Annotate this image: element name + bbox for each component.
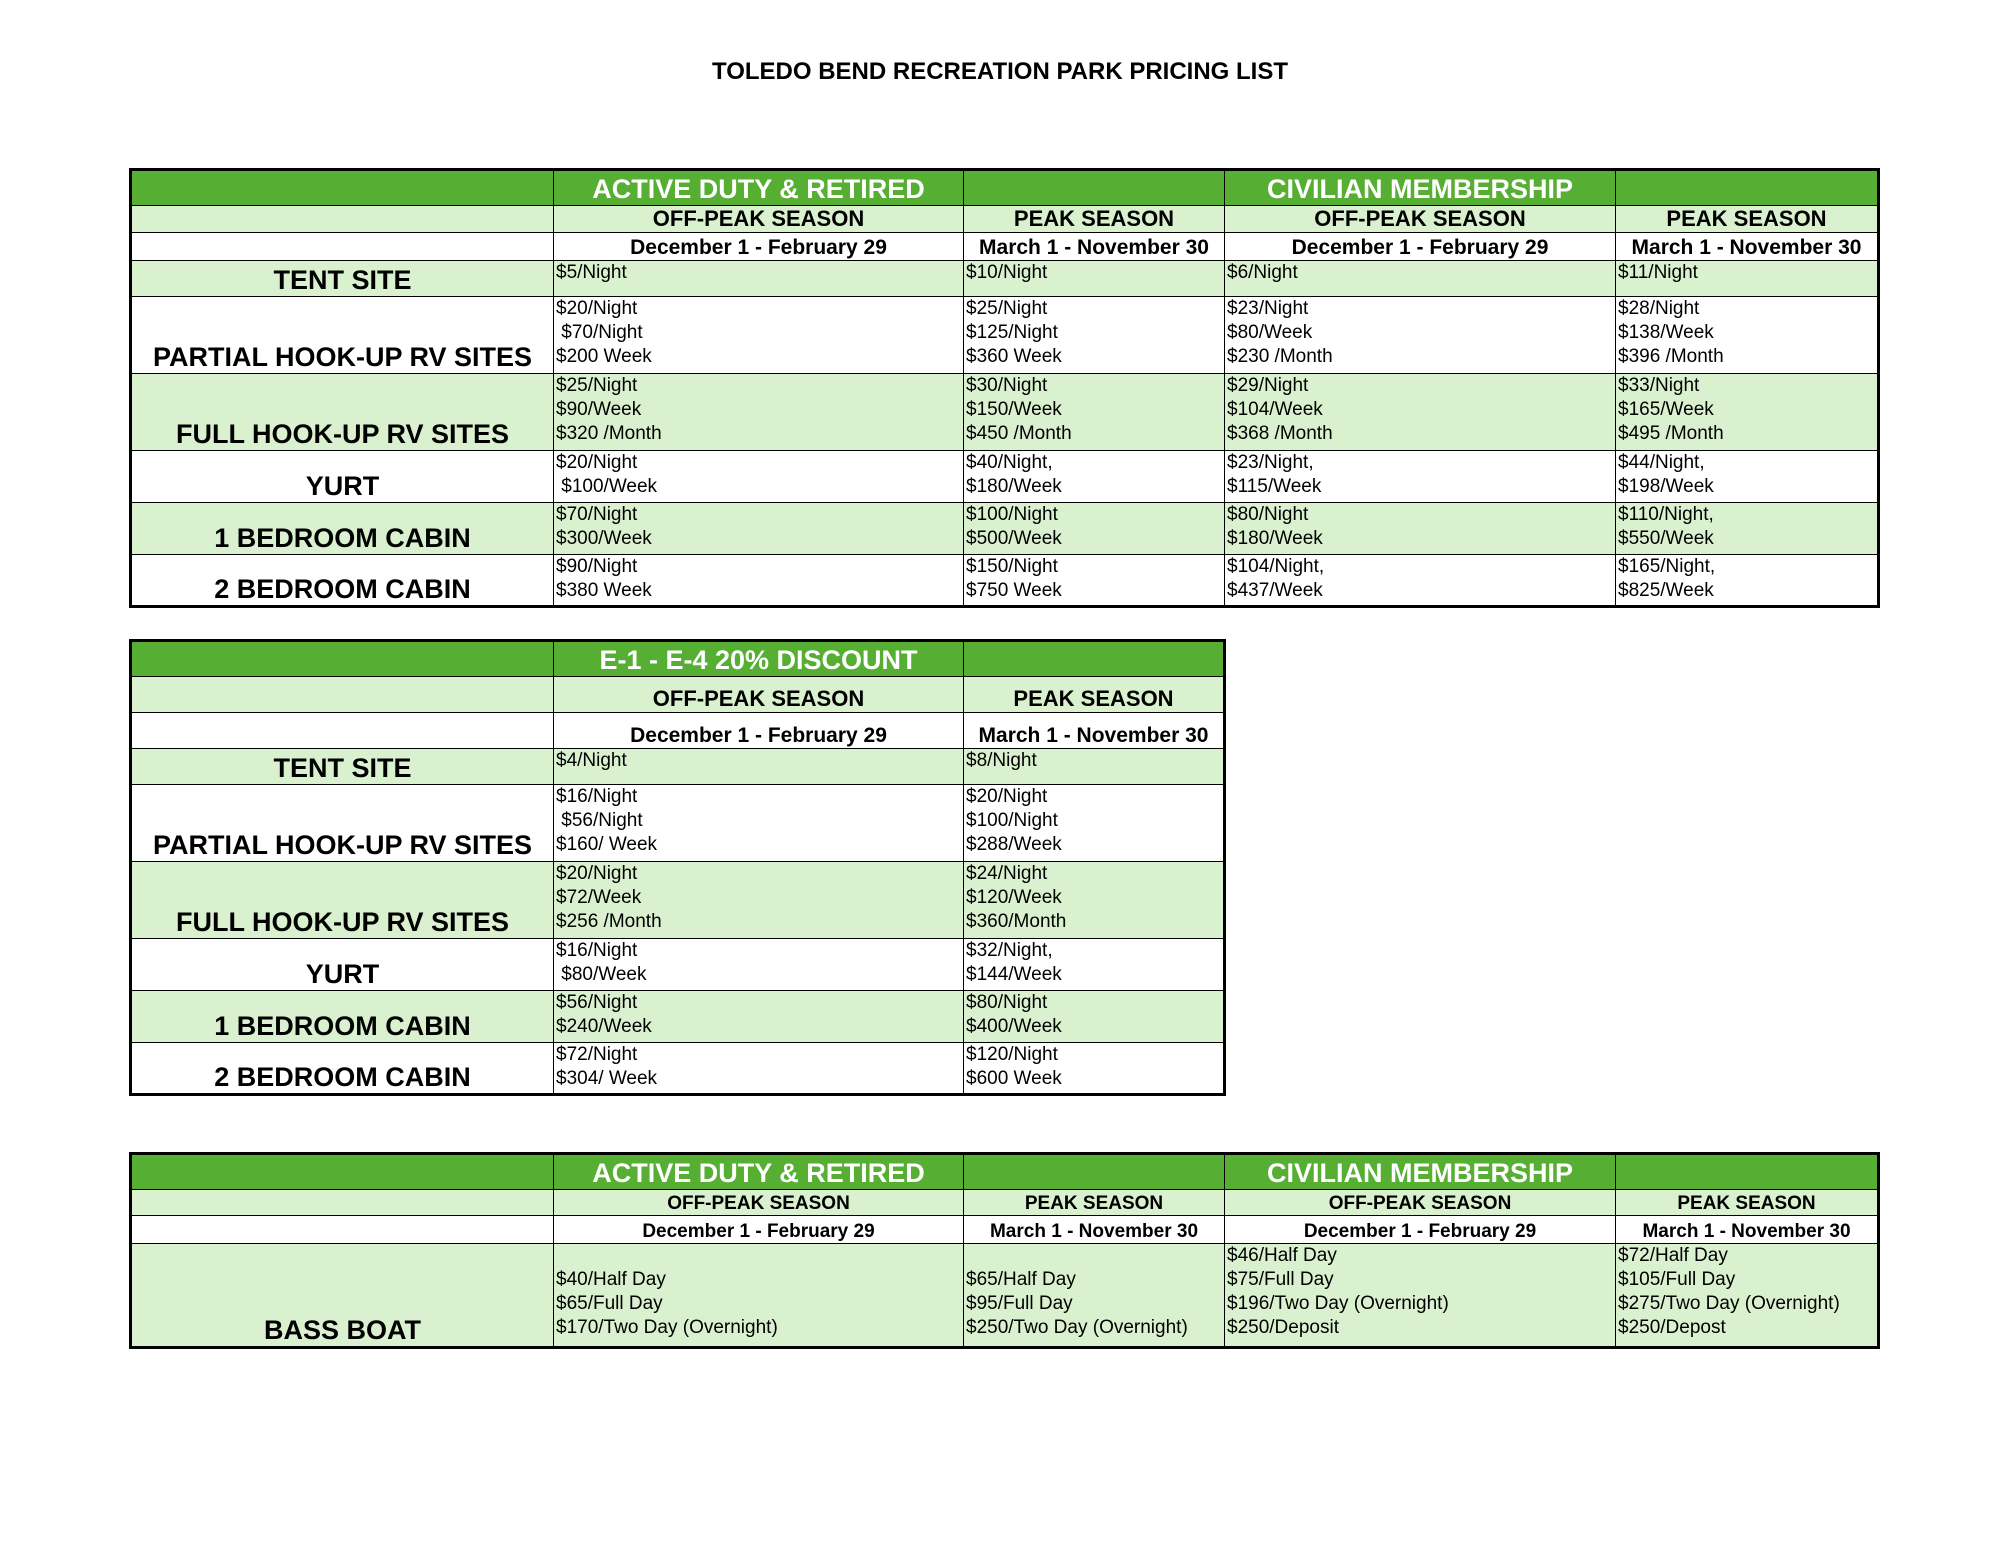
header-blank	[131, 713, 554, 749]
price-line: $104/Week	[1227, 399, 1323, 420]
price-line: $70/Night	[556, 504, 638, 525]
table-row	[131, 1244, 1879, 1348]
header-blank	[964, 641, 1225, 677]
bass-boat-pricing-table	[129, 1152, 1880, 1349]
price-line: $380 Week	[556, 580, 652, 601]
price-line: $80/Week	[1227, 322, 1313, 343]
price-line: $56/Night	[556, 810, 643, 831]
row-label: YURT	[131, 939, 554, 991]
price-cell	[554, 451, 964, 503]
price-cell	[1225, 374, 1616, 451]
price-line: $500/Week	[966, 528, 1062, 549]
price-cell	[964, 991, 1225, 1043]
price-line: $72/Half Day	[1618, 1245, 1728, 1266]
season-dates: March 1 - November 30	[1616, 233, 1879, 261]
season-dates: March 1 - November 30	[964, 1216, 1225, 1244]
price-cell	[554, 862, 964, 939]
price-line: $23/Night	[1227, 298, 1309, 319]
table-row	[131, 297, 1879, 374]
header-blank	[131, 170, 554, 206]
price-line: $56/Night	[556, 992, 638, 1013]
group-header-civilian: CIVILIAN MEMBERSHIP	[1225, 170, 1616, 206]
price-line: $25/Night	[966, 298, 1048, 319]
price-cell	[964, 261, 1225, 297]
price-cell	[964, 374, 1225, 451]
row-label: 2 BEDROOM CABIN	[131, 1043, 554, 1095]
price-cell	[1616, 297, 1879, 374]
price-cell	[964, 862, 1225, 939]
price-line: $256 /Month	[556, 911, 662, 932]
season-dates: March 1 - November 30	[1616, 1216, 1879, 1244]
price-line: $150/Night	[966, 556, 1058, 577]
price-line: $125/Night	[966, 322, 1058, 343]
price-line: $144/Week	[966, 964, 1062, 985]
price-cell	[964, 749, 1225, 785]
season-dates: December 1 - February 29	[1225, 1216, 1616, 1244]
price-line: $360/Month	[966, 911, 1067, 932]
season-dates: December 1 - February 29	[554, 1216, 964, 1244]
price-line: $550/Week	[1618, 528, 1714, 549]
table-row	[131, 503, 1879, 555]
price-line: $65/Half Day	[966, 1269, 1076, 1290]
table-row	[131, 749, 1225, 785]
price-cell	[1225, 451, 1616, 503]
price-line: $90/Night	[556, 556, 638, 577]
row-label: TENT SITE	[131, 749, 554, 785]
price-cell	[554, 374, 964, 451]
table-row	[131, 785, 1225, 862]
price-line: $29/Night	[1227, 375, 1309, 396]
price-line: $600 Week	[966, 1068, 1062, 1089]
price-cell	[554, 1244, 964, 1348]
price-line: $20/Night	[556, 298, 638, 319]
price-line: $6/Night	[1227, 262, 1298, 283]
price-line: $180/Week	[1227, 528, 1323, 549]
price-line: $30/Night	[966, 375, 1048, 396]
price-line: $150/Week	[966, 399, 1062, 420]
season-dates: March 1 - November 30	[964, 713, 1225, 749]
price-line: $80/Night	[966, 992, 1048, 1013]
price-cell	[964, 297, 1225, 374]
price-line: $70/Night	[556, 322, 643, 343]
price-cell	[964, 1043, 1225, 1095]
season-dates: March 1 - November 30	[964, 233, 1225, 261]
price-line: $5/Night	[556, 262, 627, 283]
price-cell	[1616, 374, 1879, 451]
price-line: $160/ Week	[556, 834, 658, 855]
price-line: $10/Night	[966, 262, 1048, 283]
season-dates: December 1 - February 29	[1225, 233, 1616, 261]
group-header-discount: E-1 - E-4 20% DISCOUNT	[554, 641, 964, 677]
price-line: $120/Night	[966, 1044, 1058, 1065]
price-line: $165/Night,	[1618, 556, 1716, 577]
price-cell	[1225, 297, 1616, 374]
price-line: $300/Week	[556, 528, 652, 549]
price-cell	[964, 451, 1225, 503]
price-cell	[554, 785, 964, 862]
price-line: $200 Week	[556, 346, 652, 367]
season-header: PEAK SEASON	[964, 1190, 1225, 1216]
row-label: 1 BEDROOM CABIN	[131, 991, 554, 1043]
season-header: PEAK SEASON	[964, 206, 1225, 233]
price-line: $138/Week	[1618, 322, 1714, 343]
header-blank	[1616, 170, 1879, 206]
price-line: $825/Week	[1618, 580, 1714, 601]
price-line: $33/Night	[1618, 375, 1700, 396]
header-blank	[131, 206, 554, 233]
price-line: $230 /Month	[1227, 346, 1333, 367]
table-row	[131, 451, 1879, 503]
price-line: $16/Night	[556, 940, 638, 961]
price-line: $100/Week	[556, 476, 658, 497]
header-blank	[131, 1216, 554, 1244]
price-cell	[554, 297, 964, 374]
price-cell	[1225, 503, 1616, 555]
season-header: OFF-PEAK SEASON	[554, 677, 964, 713]
price-line: $65/Full Day	[556, 1293, 663, 1314]
row-label: PARTIAL HOOK-UP RV SITES	[131, 785, 554, 862]
header-blank	[131, 1154, 554, 1190]
price-line: $23/Night,	[1227, 452, 1314, 473]
discount-pricing-table	[129, 639, 1226, 1096]
header-blank	[964, 1154, 1225, 1190]
price-line: $396 /Month	[1618, 346, 1724, 367]
price-cell	[1616, 1244, 1879, 1348]
table-row	[131, 991, 1225, 1043]
price-line: $750 Week	[966, 580, 1062, 601]
price-line: $75/Full Day	[1227, 1269, 1334, 1290]
price-line: $304/ Week	[556, 1068, 658, 1089]
price-line: $95/Full Day	[966, 1293, 1073, 1314]
price-line: $8/Night	[966, 750, 1037, 771]
page-title: TOLEDO BEND RECREATION PARK PRICING LIST	[711, 58, 1289, 85]
price-line	[556, 1244, 961, 1268]
price-line: $44/Night,	[1618, 452, 1705, 473]
price-line: $90/Week	[556, 399, 642, 420]
price-line: $170/Two Day (Overnight)	[556, 1317, 778, 1338]
price-cell	[1616, 451, 1879, 503]
price-line: $28/Night	[1618, 298, 1700, 319]
price-line: $288/Week	[966, 834, 1062, 855]
price-line: $100/Night	[966, 504, 1058, 525]
group-header-civilian: CIVILIAN MEMBERSHIP	[1225, 1154, 1616, 1190]
season-dates: December 1 - February 29	[554, 713, 964, 749]
season-header: PEAK SEASON	[964, 677, 1225, 713]
season-header: PEAK SEASON	[1616, 1190, 1879, 1216]
group-header-active-duty: ACTIVE DUTY & RETIRED	[554, 170, 964, 206]
header-blank	[131, 641, 554, 677]
season-header: OFF-PEAK SEASON	[554, 1190, 964, 1216]
price-line: $400/Week	[966, 1016, 1062, 1037]
price-line: $105/Full Day	[1618, 1269, 1736, 1290]
price-cell	[964, 555, 1225, 607]
price-cell	[554, 555, 964, 607]
price-cell	[554, 1043, 964, 1095]
price-line: $198/Week	[1618, 476, 1714, 497]
price-line: $32/Night,	[966, 940, 1053, 961]
season-dates: December 1 - February 29	[554, 233, 964, 261]
season-header: OFF-PEAK SEASON	[554, 206, 964, 233]
row-label: 1 BEDROOM CABIN	[131, 503, 554, 555]
price-cell	[1616, 503, 1879, 555]
price-line: $20/Night	[966, 786, 1048, 807]
group-header-active-duty: ACTIVE DUTY & RETIRED	[554, 1154, 964, 1190]
header-blank	[964, 170, 1225, 206]
price-line: $320 /Month	[556, 423, 662, 444]
price-cell	[554, 991, 964, 1043]
price-cell	[554, 749, 964, 785]
table-row	[131, 261, 1879, 297]
price-line: $100/Night	[966, 810, 1058, 831]
season-header: PEAK SEASON	[1616, 206, 1879, 233]
price-line: $495 /Month	[1618, 423, 1724, 444]
row-label: FULL HOOK-UP RV SITES	[131, 862, 554, 939]
price-line: $16/Night	[556, 786, 638, 807]
season-header: OFF-PEAK SEASON	[1225, 206, 1616, 233]
price-line: $20/Night	[556, 452, 638, 473]
table-row	[131, 939, 1225, 991]
header-blank	[131, 1190, 554, 1216]
table-row	[131, 555, 1879, 607]
price-line: $25/Night	[556, 375, 638, 396]
price-line: $24/Night	[966, 863, 1048, 884]
price-line: $11/Night	[1618, 262, 1698, 283]
price-cell	[1225, 555, 1616, 607]
row-label: PARTIAL HOOK-UP RV SITES	[131, 297, 554, 374]
row-label: TENT SITE	[131, 261, 554, 297]
price-line: $40/Half Day	[556, 1269, 666, 1290]
price-line: $80/Night	[1227, 504, 1309, 525]
price-line: $72/Week	[556, 887, 642, 908]
price-cell	[554, 261, 964, 297]
price-cell	[554, 939, 964, 991]
price-line: $80/Week	[556, 964, 647, 985]
table-row	[131, 374, 1879, 451]
price-line: $437/Week	[1227, 580, 1323, 601]
price-line: $240/Week	[556, 1016, 652, 1037]
price-line: $46/Half Day	[1227, 1245, 1337, 1266]
table-row	[131, 862, 1225, 939]
price-line: $196/Two Day (Overnight)	[1227, 1293, 1449, 1314]
price-cell	[1225, 261, 1616, 297]
price-cell	[964, 939, 1225, 991]
price-line: $180/Week	[966, 476, 1062, 497]
price-line: $120/Week	[966, 887, 1062, 908]
price-line: $40/Night,	[966, 452, 1053, 473]
header-blank	[131, 677, 554, 713]
row-label: 2 BEDROOM CABIN	[131, 555, 554, 607]
season-header: OFF-PEAK SEASON	[1225, 1190, 1616, 1216]
row-label: YURT	[131, 451, 554, 503]
row-label: FULL HOOK-UP RV SITES	[131, 374, 554, 451]
header-blank	[131, 233, 554, 261]
table-row	[131, 1043, 1225, 1095]
price-line: $250/Two Day (Overnight)	[966, 1317, 1188, 1338]
price-line: $450 /Month	[966, 423, 1072, 444]
header-blank	[1616, 1154, 1879, 1190]
price-line: $4/Night	[556, 750, 627, 771]
price-line: $165/Week	[1618, 399, 1714, 420]
price-cell	[1616, 555, 1879, 607]
price-line: $115/Week	[1227, 476, 1322, 497]
price-line: $368 /Month	[1227, 423, 1333, 444]
price-line: $20/Night	[556, 863, 638, 884]
main-pricing-table	[129, 168, 1880, 608]
price-cell	[964, 785, 1225, 862]
row-label: BASS BOAT	[131, 1244, 554, 1348]
price-cell	[964, 1244, 1225, 1348]
price-line: $250/Deposit	[1227, 1317, 1339, 1338]
price-cell	[554, 503, 964, 555]
price-line: $72/Night	[556, 1044, 638, 1065]
price-line: $110/Night,	[1618, 504, 1714, 525]
price-line	[966, 1244, 1222, 1268]
price-line: $250/Depost	[1618, 1317, 1726, 1338]
price-cell	[1616, 261, 1879, 297]
price-line: $104/Night,	[1227, 556, 1325, 577]
price-cell	[1225, 1244, 1616, 1348]
price-line: $275/Two Day (Overnight)	[1618, 1293, 1840, 1314]
price-cell	[964, 503, 1225, 555]
price-line: $360 Week	[966, 346, 1062, 367]
